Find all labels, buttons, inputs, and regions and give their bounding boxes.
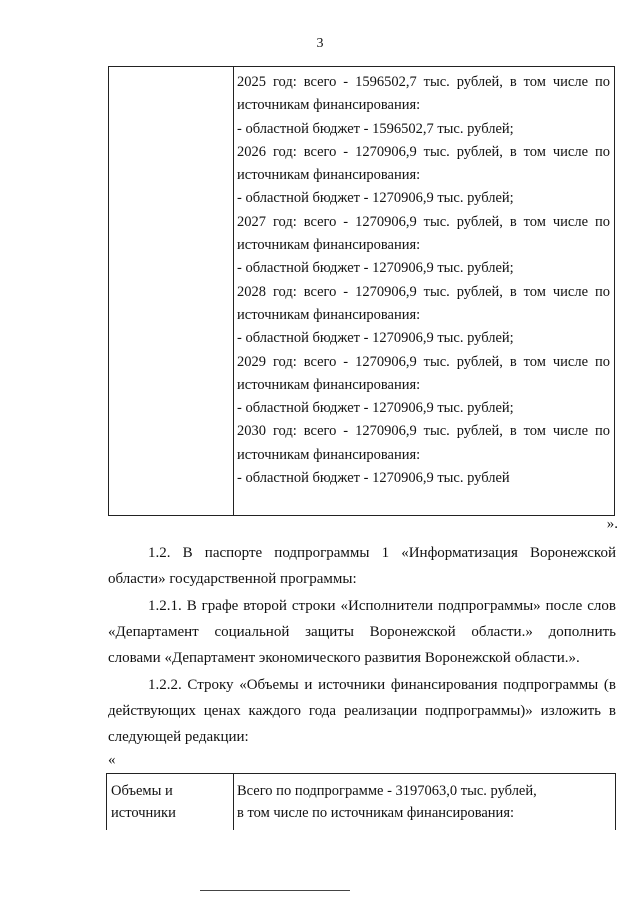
year-line: 2026 год: всего - 1270906,9 тыс. рублей, в том числе по bbox=[237, 143, 610, 160]
financing-table-continuation bbox=[108, 66, 615, 516]
source-line: источникам финансирования: bbox=[237, 446, 421, 463]
paragraph-1-2-1 bbox=[108, 593, 616, 671]
year-line: 2027 год: всего - 1270906,9 тыс. рублей, в том числе по bbox=[237, 213, 610, 230]
paragraph-1-2 bbox=[108, 540, 616, 592]
source-line: источникам финансирования: bbox=[237, 167, 421, 184]
row-value-cell bbox=[237, 780, 611, 824]
paragraph-line: области» государственной программы: bbox=[108, 571, 357, 587]
budget-line: - областной бюджет - 1270906,9 тыс. рублей; bbox=[237, 260, 514, 277]
paragraph-line: «Департамент социальной защиты Воронежской области.» дополнить bbox=[108, 624, 616, 640]
paragraph-line: 1.2. В паспорте подпрограммы 1 «Информатизация Воронежской bbox=[148, 545, 616, 561]
budget-line: - областной бюджет - 1596502,7 тыс. рублей; bbox=[237, 120, 514, 137]
paragraph-line: 1.2.2. Строку «Объемы и источники финансирования подпрограммы (в bbox=[148, 677, 616, 693]
paragraph-line: следующей редакции: bbox=[108, 729, 249, 745]
row-value-line: в том числе по источникам финансирования: bbox=[237, 805, 515, 821]
closing-quote: ». bbox=[606, 516, 618, 532]
row-header-line: Объемы и bbox=[111, 783, 173, 799]
opening-quote: « bbox=[108, 752, 116, 768]
row-value-line: Всего по подпрограмме - 3197063,0 тыс. рублей, bbox=[237, 783, 537, 799]
source-line: источникам финансирования: bbox=[237, 376, 421, 393]
budget-line: - областной бюджет - 1270906,9 тыс. рублей bbox=[237, 470, 510, 487]
year-line: 2025 год: всего - 1596502,7 тыс. рублей, в том числе по bbox=[237, 74, 610, 90]
column-divider bbox=[233, 67, 234, 515]
source-line: источникам финансирования: bbox=[237, 237, 421, 254]
paragraph-line: действующих ценах каждого года реализации подпрограммы)» изложить в bbox=[108, 703, 616, 719]
paragraph-1-2-2 bbox=[108, 672, 616, 750]
paragraph-line: словами «Департамент экономического развития Воронежской области.». bbox=[108, 650, 580, 666]
row-header-cell bbox=[111, 780, 229, 824]
financing-details-cell bbox=[237, 71, 610, 490]
year-line: 2029 год: всего - 1270906,9 тыс. рублей, в том числе по bbox=[237, 353, 610, 370]
budget-line: - областной бюджет - 1270906,9 тыс. рублей; bbox=[237, 400, 514, 417]
scan-edge-line bbox=[200, 890, 350, 891]
source-line: источникам финансирования: bbox=[237, 306, 421, 323]
paragraph-line: 1.2.1. В графе второй строки «Исполнители подпрограммы» после слов bbox=[148, 598, 616, 614]
year-line: 2028 год: всего - 1270906,9 тыс. рублей, в том числе по bbox=[237, 283, 610, 300]
row-header-line: источники bbox=[111, 805, 176, 821]
subprogram-financing-table bbox=[106, 773, 616, 830]
year-line: 2030 год: всего - 1270906,9 тыс. рублей, в том числе по bbox=[237, 423, 610, 440]
budget-line: - областной бюджет - 1270906,9 тыс. рублей; bbox=[237, 330, 514, 347]
column-divider bbox=[233, 774, 234, 830]
budget-line: - областной бюджет - 1270906,9 тыс. рублей; bbox=[237, 190, 514, 207]
source-line: источникам финансирования: bbox=[237, 97, 421, 114]
page-number: 3 bbox=[316, 36, 324, 51]
